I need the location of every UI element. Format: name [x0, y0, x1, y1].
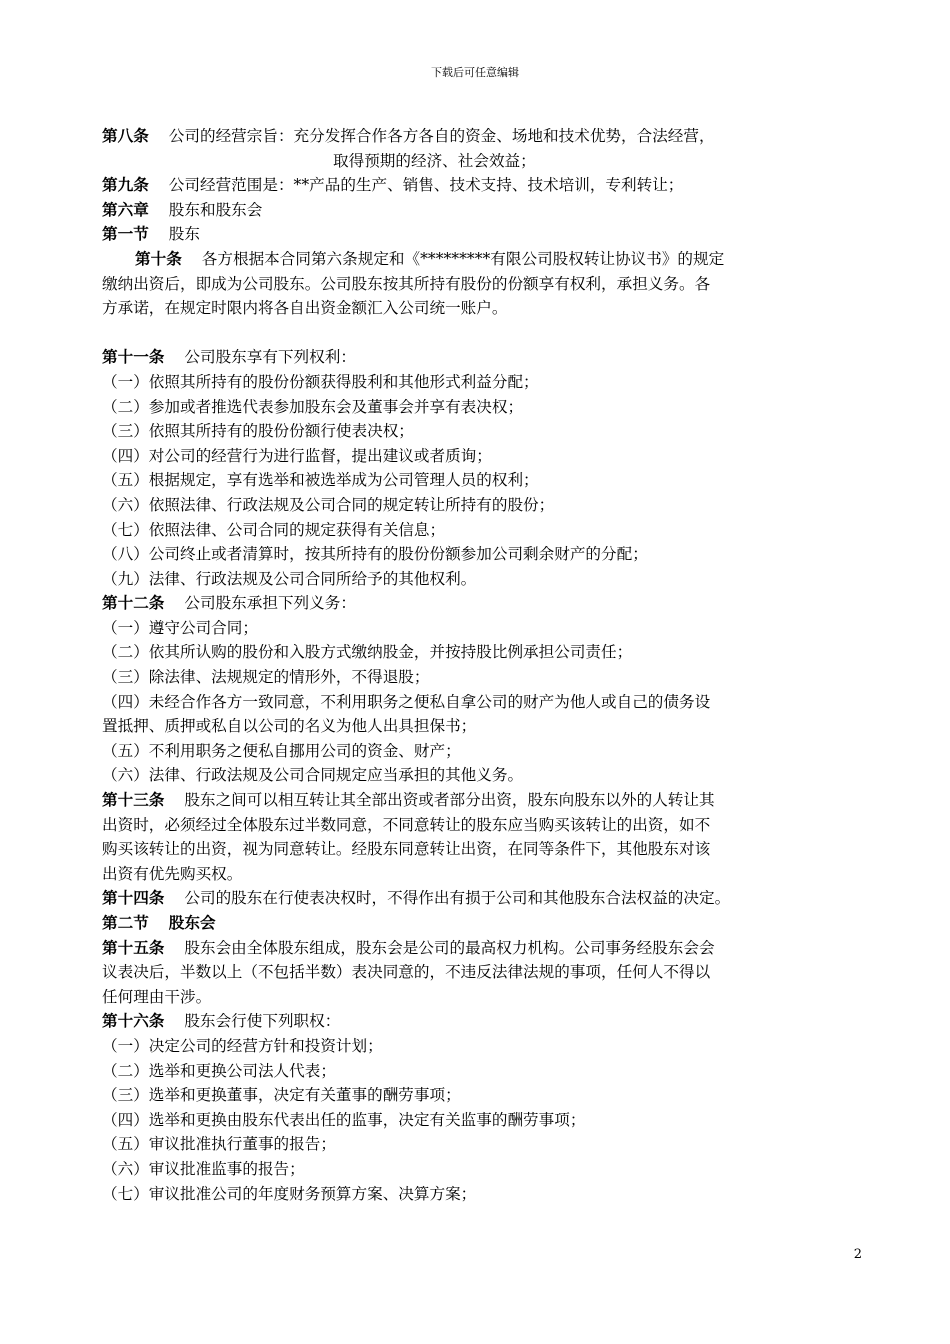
article-number: 第十条 [135, 248, 182, 268]
article-number: 第十四条 [102, 888, 165, 908]
list-item: （六）法律、行政法规及公司合同规定应当承担的其他义务。 [102, 766, 524, 785]
article-10-line-3: 方承诺，在规定时限内将各自出资金额汇入公司统一账户。 [102, 299, 508, 318]
list-item: （六）依照法律、行政法规及公司合同的规定转让所持有的股份； [102, 495, 555, 514]
article-12 [102, 591, 862, 616]
article-13-line-4: 出资有优先购买权。 [102, 864, 243, 883]
chapter-number: 第六章 [102, 199, 149, 219]
article-number: 第十六条 [102, 1011, 165, 1031]
list-item: （三）选举和更换董事，决定有关董事的酬劳事项； [102, 1086, 461, 1105]
article-text: 公司股东享有下列权利： [184, 348, 356, 367]
article-number: 第八条 [102, 126, 149, 145]
article-text: 各方根据本合同第六条规定和《*********有限公司股权转让协议书》的规定 [201, 249, 725, 268]
section-2-heading [102, 911, 862, 936]
list-item: （五）不利用职务之便私自挪用公司的资金、财产； [102, 741, 461, 760]
section-title: 股东会 [168, 913, 216, 932]
list-item: （八）公司终止或者清算时，按其所持有的股份份额参加公司剩余财产的分配； [102, 545, 648, 564]
article-text: 股东会行使下列职权： [184, 1012, 341, 1031]
article-number: 第十二条 [102, 593, 165, 613]
article-number: 第十一条 [102, 347, 165, 367]
list-item: （二）依其所认购的股份和入股方式缴纳股金，并按持股比例承担公司责任； [102, 643, 633, 662]
article-8 [102, 124, 862, 149]
list-item: （五）根据规定，享有选举和被选举成为公司管理人员的权利； [102, 471, 539, 490]
document-body [102, 124, 862, 1206]
list-item: （二）选举和更换公司法人代表； [102, 1061, 336, 1080]
article-number: 第十三条 [102, 790, 165, 810]
chapter-title: 股东和股东会 [168, 200, 263, 219]
list-item-continued: 置抵押、质押或私自以公司的名义为他人出具担保书； [102, 717, 477, 736]
list-item: （一）依照其所持有的股份份额获得股利和其他形式利益分配； [102, 372, 539, 391]
article-16 [102, 1009, 862, 1034]
list-item: （二）参加或者推选代表参加股东会及董事会并享有表决权； [102, 397, 524, 416]
list-item: （三）除法律、法规规定的情形外，不得退股； [102, 668, 430, 687]
list-item: （七）审议批准公司的年度财务预算方案、决算方案； [102, 1184, 477, 1203]
article-9 [102, 173, 862, 198]
article-number: 第九条 [102, 175, 149, 195]
article-15-line-2: 议表决后，半数以上（不包括半数）表决同意的，不违反法律法规的事项，任何人不得以 [102, 963, 711, 982]
page-number: 2 [853, 1247, 862, 1262]
list-item: （三）依照其所持有的股份份额行使表决权； [102, 422, 414, 441]
article-8-continued: 取得预期的经济、社会效益； [333, 151, 536, 170]
list-item: （四）对公司的经营行为进行监督，提出建议或者质询； [102, 446, 492, 465]
article-11 [102, 345, 862, 370]
article-number: 第十五条 [102, 937, 165, 957]
article-text: 股东会由全体股东组成，股东会是公司的最高权力机构。公司事务经股东会会 [184, 938, 715, 957]
list-item: （一）决定公司的经营方针和投资计划； [102, 1036, 383, 1055]
list-item: （九）法律、行政法规及公司合同所给予的其他权利。 [102, 569, 477, 588]
article-13-line-3: 购买该转让的出资，视为同意转让。经股东同意转让出资，在同等条件下，其他股东对该 [102, 840, 711, 859]
list-item: （四）未经合作各方一致同意，不利用职务之便私自拿公司的财产为他人或自己的债务设 [102, 692, 711, 711]
article-15 [102, 936, 862, 961]
section-number: 第二节 [102, 913, 149, 932]
article-10 [102, 247, 862, 272]
section-number: 第一节 [102, 224, 149, 244]
article-14 [102, 886, 862, 911]
article-text: 公司的股东在行使表决权时，不得作出有损于公司和其他股东合法权益的决定。 [184, 889, 731, 908]
chapter-6-heading [102, 198, 862, 223]
section-title: 股东 [168, 225, 200, 244]
page-header-note: 下载后可任意编辑 [431, 66, 519, 79]
list-item: （四）选举和更换由股东代表出任的监事，决定有关监事的酬劳事项； [102, 1110, 586, 1129]
article-15-line-3: 任何理由干涉。 [102, 987, 212, 1006]
article-13 [102, 788, 862, 813]
list-item: （六）审议批准监事的报告； [102, 1159, 305, 1178]
section-1-heading [102, 222, 862, 247]
article-text: 股东之间可以相互转让其全部出资或者部分出资，股东向股东以外的人转让其 [184, 791, 715, 810]
article-text: 公司股东承担下列义务： [184, 594, 356, 613]
list-item: （一）遵守公司合同； [102, 618, 258, 637]
list-item: （五）审议批准执行董事的报告； [102, 1135, 336, 1154]
article-text: 公司的经营宗旨：充分发挥合作各方各自的资金、场地和技术优势，合法经营， [168, 127, 715, 145]
article-10-line-2: 缴纳出资后，即成为公司股东。公司股东按其所持有股份的份额享有权利，承担义务。各 [102, 274, 711, 293]
article-text: 公司经营范围是：**产品的生产、销售、技术支持、技术培训，专利转让； [168, 176, 684, 195]
list-item: （七）依照法律、公司合同的规定获得有关信息； [102, 520, 446, 539]
article-13-line-2: 出资时，必须经过全体股东过半数同意，不同意转让的股东应当购买该转让的出资，如不 [102, 815, 711, 834]
